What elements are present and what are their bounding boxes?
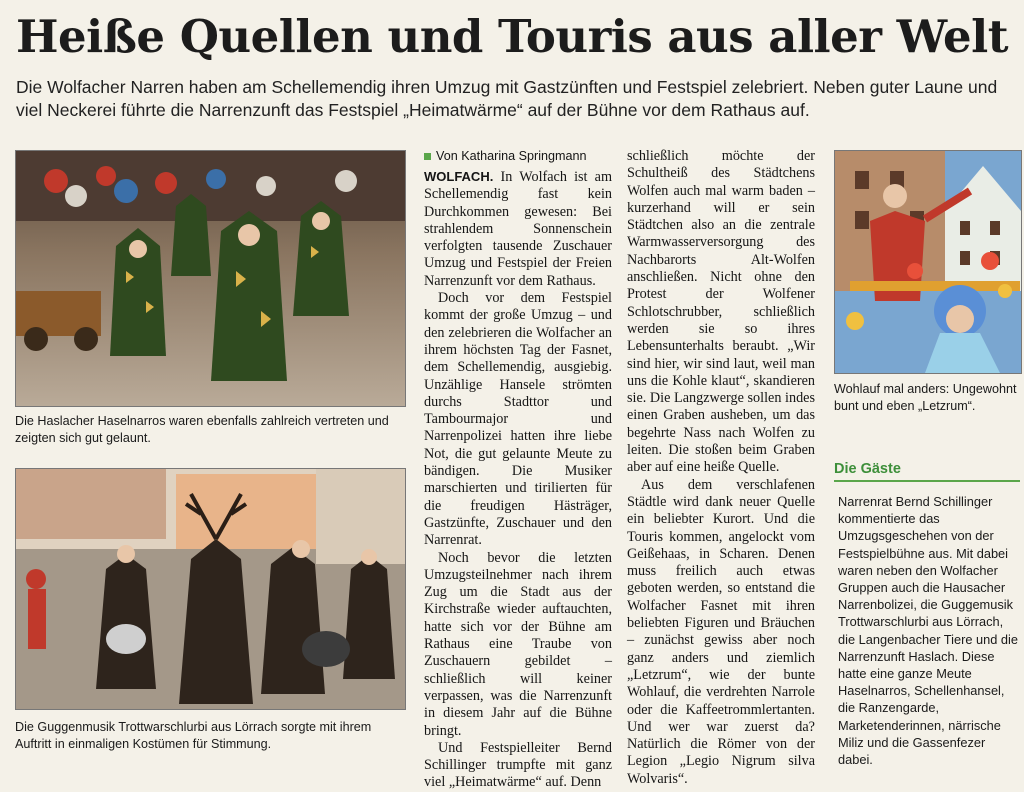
paragraph: [424, 168, 612, 290]
photo-haselnarros: [15, 150, 406, 407]
byline-square-icon: [424, 153, 431, 160]
wohlauf-image: [835, 151, 1021, 373]
photo-wohlauf: [834, 150, 1022, 374]
paragraph: Doch vor dem Festspiel kommt der große Umzug – und den zelebrieren die Wolfacher an ihrem höchsten Tag der Fasnet, dem Schellemendig, ausgiebig. Unzählige Hansele strömten durchs Stadttor und Tambourmajor und Narrenpolizei hatten ihre liebe Not, die gut gelaunte Meute zu bändigen. Die Musiker marschierten und tirilierten für die freudigen Hästräger, Gastzünfte, Zuschauer und den Narrenrat.: [424, 290, 612, 549]
article-column-2: [627, 148, 815, 788]
paragraph: schließlich möchte der Schultheiß des Städtchens Wolfen auch mal warm baden – kurzerhand will er sein Städtchen also an die zentrale Warmwasserversorgung des Nachbarorts Alt-Wolfen anschließen. Nicht ohne den Protest der Wolfener Schlotschrubber, schließlich werden sie so ihres Lebensunterhalts beraubt. „Wir sind hier, wir sind laut, weil man uns die Kohle klaut“, skandieren sie. Die Langzwerge sollen indes einen Graben ausheben, um das begehrte Nass nach Wolfen zu leiten. Die stoßen beim Graben aber auf eine heiße Quelle.: [627, 148, 815, 476]
photo-guggenmusik: [15, 468, 406, 710]
sidebar-title: Die Gäste: [834, 461, 1020, 482]
byline-text: Von Katharina Springmann: [436, 149, 587, 163]
paragraph-text: In Wolfach ist am Schellemendig fast kein Durchkommen gewesen: Bei strahlendem Sonnenschein verfolgten tausende Zuschauer Umzug und Festspiel der Freien Narrenzunft vor dem Rathaus.: [424, 169, 612, 289]
article-column-1: [424, 148, 612, 792]
caption-photo1: Die Haslacher Haselnarros waren ebenfalls zahlreich vertreten und zeigten sich gut gelaunt.: [15, 414, 389, 445]
byline: [424, 148, 612, 165]
lead-paragraph: Die Wolfacher Narren haben am Schellemendig ihren Umzug mit Gastzünften und Festspiel zelebriert. Neben guter Laune und viel Neckerei führte die Narrenzunft das Festspiel „Heimatwärme“ auf der Bühne vor dem Rathaus auf.: [16, 77, 998, 120]
paragraph: Aus dem verschlafenen Städtle wird dank neuer Quelle ein beliebter Kurort. Und die Touris kommen, angelockt vom Geißehaas, in Scharen. Denen muss freilich auch etwas geboten werden, so entstand die Wolfacher Fasnet mit ihren beliebten Figuren und Bräuchen – zunächst gewiss aber noch ganz anders und ziemlich „Letzrum“, wie der bunte Wohlauf, die verdrehten Narrole oder die Kaffeetrommlertanten. Und wer war zuerst da? Natürlich die Römer von der Legion „Legio Nigrum silva Wolvaris“.: [627, 476, 815, 787]
guggenmusik-image: [16, 469, 405, 709]
caption-photo3: Wohlauf mal anders: Ungewohnt bunt und eben „Letzrum“.: [834, 382, 1017, 413]
sidebar-text: Narrenrat Bernd Schillinger kommentierte das Umzugsgeschehen von der Festspielbühne aus. Mit dabei waren neben den Wolfacher Gruppen auch die Hausacher Narrenbolizei, die Guggemusik Trottwarschlurbi aus Lörrach, die Langenbacher Tiere und die Narrenzunft Haslach. Diese hatte eine ganze Meute Haselnarros, Schellenhansel, die Ranzengarde, Marketenderinnen, närrische Miliz und die Gassenfezer dabei.: [838, 494, 1019, 768]
haselnarros-image: [16, 151, 405, 406]
paragraph: Noch bevor die letzten Umzugsteilnehmer nach ihrem Zug um die Stadt aus der Kirchstraße wieder auftauchten, hatte sich vor der Bühne am Rathaus eine Traube von Zuschauern gebildet – schließlich will keiner verpassen, was die Narrenzunft in diesem Jahr auf die Bühne bringt.: [424, 549, 612, 739]
paragraph: Und Festspielleiter Bernd Schillinger trumpfte mit ganz viel „Heimatwärme“ auf. Denn: [424, 739, 612, 791]
dateline: WOLFACH.: [424, 169, 494, 184]
headline: Heiße Quellen und Touris aus aller Welt: [16, 10, 1009, 63]
caption-photo2: Die Guggenmusik Trottwarschlurbi aus Lörrach sorgte mit ihrem Auftritt in einmaligen Kostümen für Stimmung.: [15, 720, 372, 751]
